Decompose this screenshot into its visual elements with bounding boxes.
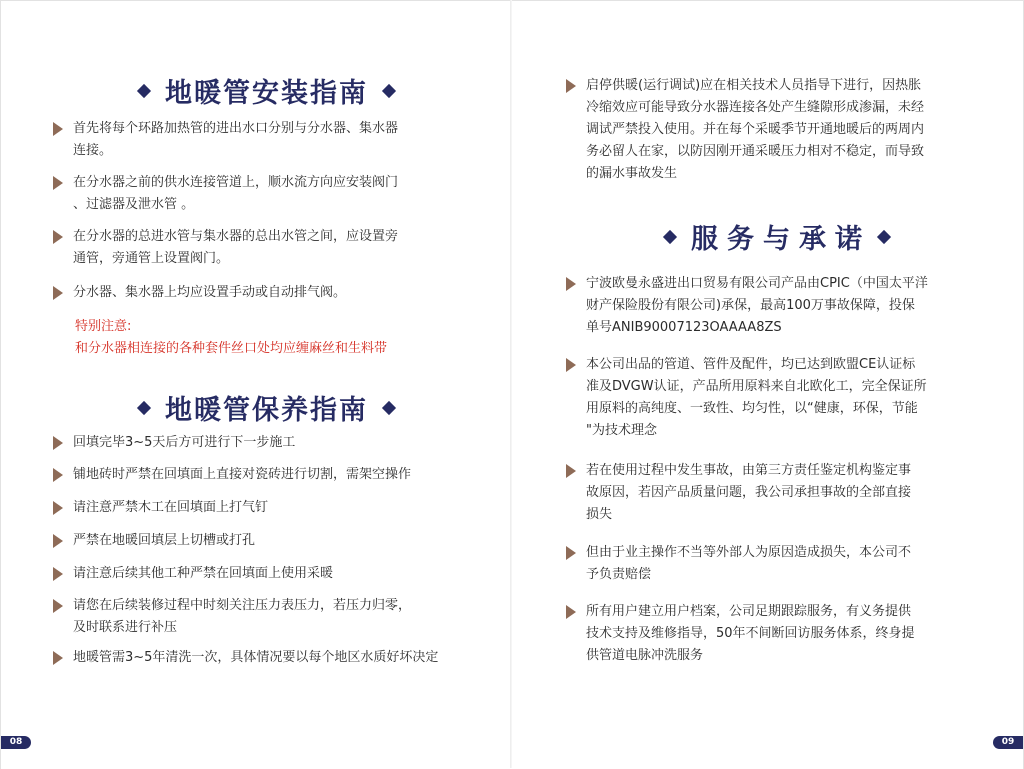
install-guide-heading bbox=[123, 71, 410, 110]
diamond-icon bbox=[137, 400, 151, 414]
arrow-bullet-icon bbox=[53, 122, 63, 136]
maintenance-item-7 bbox=[53, 647, 438, 669]
arrow-bullet-icon bbox=[566, 546, 576, 560]
install-item-2-line-1: 在分水器之前的供水连接管道上，顺水流方向应安装阀门 bbox=[73, 175, 399, 190]
service-item-2-line-1: 本公司出品的管道、管件及配件，均已达到欧盟CE认证标 bbox=[586, 357, 916, 372]
maintenance-item-1 bbox=[53, 432, 295, 454]
arrow-bullet-icon bbox=[566, 358, 576, 372]
special-note bbox=[75, 316, 387, 360]
maintenance-item-6-line-1: 请您在后续装修过程中时刻关注压力表压力，若压力归零， bbox=[73, 598, 412, 613]
arrow-bullet-icon bbox=[53, 534, 63, 548]
install-item-1-line-2: 连接。 bbox=[73, 143, 113, 158]
maintenance-item-6-line-2: 及时联系进行补压 bbox=[73, 620, 178, 635]
diamond-icon bbox=[877, 229, 891, 243]
maintenance-item-5-text: 请注意后续其他工种严禁在回填面上使用采暖 bbox=[73, 566, 334, 581]
arrow-bullet-icon bbox=[53, 436, 63, 450]
arrow-bullet-icon bbox=[53, 230, 63, 244]
arrow-bullet-icon bbox=[566, 79, 576, 93]
special-note-label: 特别注意: bbox=[75, 319, 132, 334]
service-item-1-line-1: 宁波欧曼永盛进出口贸易有限公司产品由CPIC（中国太平洋 bbox=[586, 276, 928, 291]
startup-item-line-2: 冷缩效应可能导致分水器连接各处产生缝隙形成渗漏，未经 bbox=[586, 100, 925, 115]
arrow-bullet-icon bbox=[566, 464, 576, 478]
page-number-right: 09 bbox=[993, 736, 1023, 749]
arrow-bullet-icon bbox=[53, 176, 63, 190]
diamond-icon bbox=[137, 83, 151, 97]
install-item-3-line-1: 在分水器的总进水管与集水器的总出水管之间，应设置旁 bbox=[73, 229, 399, 244]
maintenance-item-2 bbox=[53, 464, 411, 486]
arrow-bullet-icon bbox=[53, 286, 63, 300]
service-item-3-line-1: 若在使用过程中发生事故，由第三方责任鉴定机构鉴定事 bbox=[586, 463, 912, 478]
maintenance-item-1-text: 回填完毕3~5天后方可进行下一步施工 bbox=[73, 435, 296, 450]
startup-item-line-3: 调试严禁投入使用。并在每个采暖季节开通地暖后的两周内 bbox=[586, 122, 925, 137]
install-item-2-line-2: 、过滤器及泄水管 。 bbox=[73, 197, 195, 212]
service-item-2-line-3: 用原料的高纯度、一致性、均匀性，以“健康，环保，节能 bbox=[586, 401, 918, 416]
maintenance-item-5 bbox=[53, 563, 333, 585]
arrow-bullet-icon bbox=[53, 651, 63, 665]
maintenance-item-6 bbox=[53, 595, 411, 639]
arrow-bullet-icon bbox=[53, 501, 63, 515]
service-item-4-line-2: 予负责赔偿 bbox=[586, 567, 652, 582]
install-item-4-line-1: 分水器、集水器上均应设置手动或自动排气阀。 bbox=[73, 285, 347, 300]
diamond-icon bbox=[382, 400, 396, 414]
service-item-3 bbox=[566, 460, 911, 526]
service-item-1-line-3: 单号ANIB90007123OAAAA8ZS bbox=[586, 320, 782, 335]
startup-item-line-1: 启停供暖(运行调试)应在相关技术人员指导下进行，因热胀 bbox=[586, 78, 922, 93]
service-item-1-line-2: 财产保险股份有限公司)承保，最高100万事故保障，投保 bbox=[586, 298, 915, 313]
install-item-1 bbox=[53, 118, 398, 162]
maintenance-guide-title: 地暖管保养指南 bbox=[165, 395, 368, 426]
maintenance-guide-heading bbox=[123, 388, 410, 427]
service-title: 服务与承诺 bbox=[691, 224, 871, 255]
service-item-3-line-3: 损失 bbox=[586, 507, 613, 522]
service-heading bbox=[649, 217, 905, 256]
service-item-4-line-1: 但由于业主操作不当等外部人为原因造成损失，本公司不 bbox=[586, 545, 912, 560]
maintenance-item-3 bbox=[53, 497, 268, 519]
arrow-bullet-icon bbox=[53, 599, 63, 613]
service-item-2-line-4: "为技术理念 bbox=[586, 423, 657, 438]
install-item-4 bbox=[53, 282, 346, 304]
special-note-text: 和分水器相连接的各种套件丝口处均应缠麻丝和生料带 bbox=[75, 341, 388, 356]
install-item-2 bbox=[53, 172, 398, 216]
diamond-icon bbox=[663, 229, 677, 243]
maintenance-item-4-text: 严禁在地暖回填层上切槽或打孔 bbox=[73, 533, 256, 548]
startup-item-line-5: 的漏水事故发生 bbox=[586, 166, 678, 181]
service-item-2 bbox=[566, 354, 927, 442]
arrow-bullet-icon bbox=[566, 277, 576, 291]
service-item-5 bbox=[566, 601, 915, 667]
startup-item-line-4: 务必留人在家，以防因刚开通采暖压力相对不稳定，而导致 bbox=[586, 144, 925, 159]
maintenance-item-7-text: 地暖管需3~5年清洗一次，具体情况要以每个地区水质好坏决定 bbox=[73, 650, 439, 665]
arrow-bullet-icon bbox=[53, 468, 63, 482]
service-item-5-line-3: 供管道电脉冲洗服务 bbox=[586, 648, 704, 663]
install-guide-title: 地暖管安装指南 bbox=[165, 78, 368, 109]
service-item-5-line-1: 所有用户建立用户档案，公司足期跟踪服务，有义务提供 bbox=[586, 604, 912, 619]
maintenance-item-2-text: 铺地砖时严禁在回填面上直接对瓷砖进行切割，需架空操作 bbox=[73, 467, 412, 482]
service-item-3-line-2: 故原因，若因产品质量问题，我公司承担事故的全部直接 bbox=[586, 485, 912, 500]
arrow-bullet-icon bbox=[566, 605, 576, 619]
arrow-bullet-icon bbox=[53, 567, 63, 581]
maintenance-item-4 bbox=[53, 530, 255, 552]
service-item-2-line-2: 准及DVGW认证，产品所用原料来自北欧化工，完全保证所 bbox=[586, 379, 927, 394]
install-item-3 bbox=[53, 226, 398, 270]
page-number-left: 08 bbox=[1, 736, 31, 749]
service-item-1 bbox=[566, 273, 928, 339]
maintenance-item-3-text: 请注意严禁木工在回填面上打气钉 bbox=[73, 500, 269, 515]
startup-item bbox=[566, 75, 924, 185]
right-page bbox=[512, 0, 1024, 769]
service-item-4 bbox=[566, 542, 911, 586]
diamond-icon bbox=[382, 83, 396, 97]
install-item-3-line-2: 通管，旁通管上设置阀门。 bbox=[73, 251, 230, 266]
service-item-5-line-2: 技术支持及维修指导，50年不间断回访服务体系，终身提 bbox=[586, 626, 915, 641]
install-item-1-line-1: 首先将每个环路加热管的进出水口分别与分水器、集水器 bbox=[73, 121, 399, 136]
